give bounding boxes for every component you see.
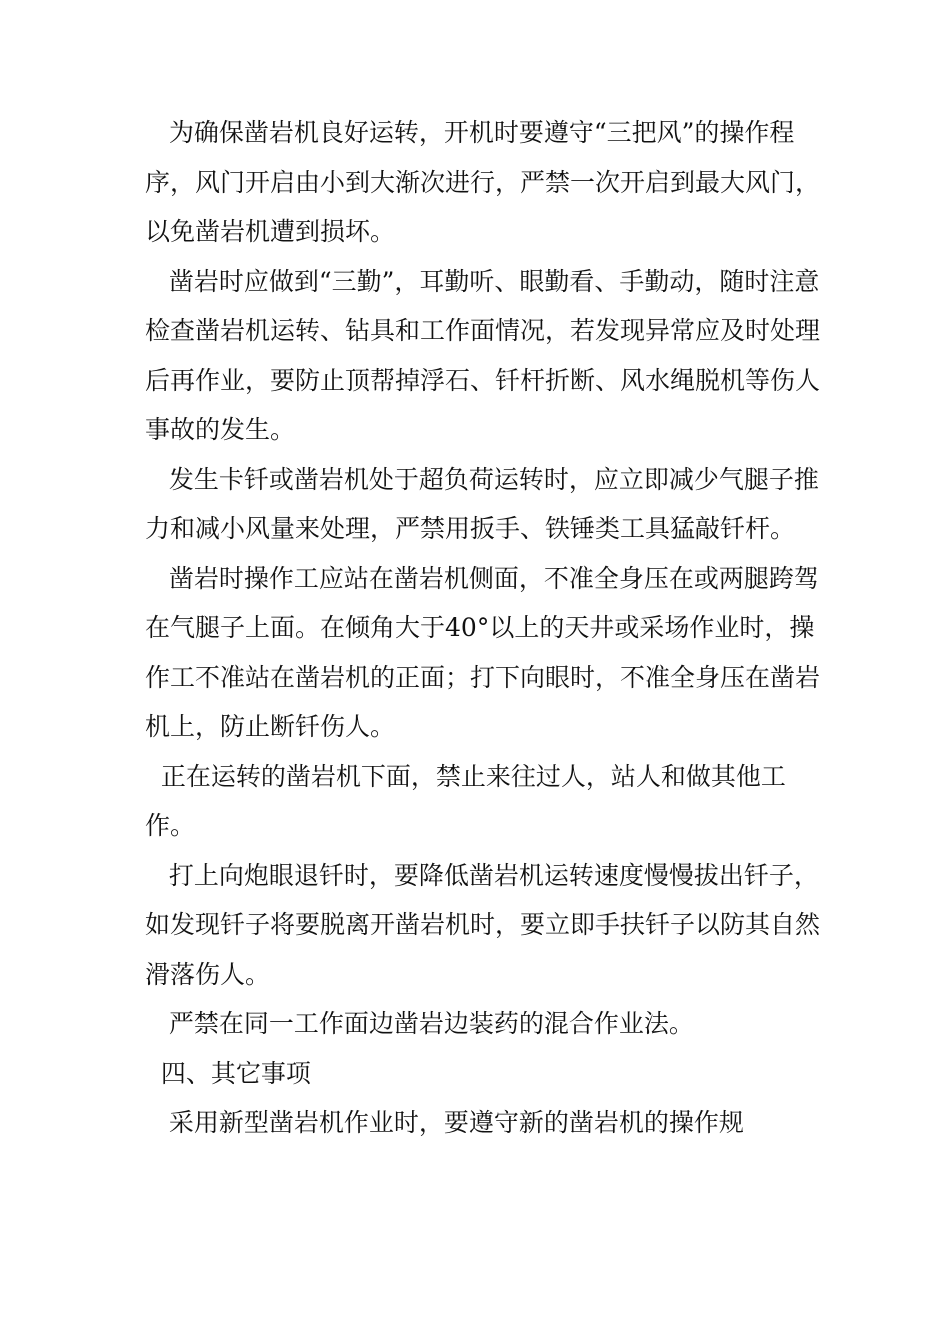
paragraph-no-passing-below: 正在运转的凿岩机下面，禁止来往过人，站人和做其他工作。	[145, 761, 786, 840]
paragraph-upward-hole-retraction: 打上向炮眼退钎时，要降低凿岩机运转速度慢慢拔出钎子，如发现钎子将要脱离开凿岩机时，要立即手扶钎子以防其自然滑落伤人。	[145, 860, 821, 989]
paragraph-operator-position: 凿岩时操作工应站在凿岩机侧面，不准全身压在或两腿跨驾在气腿子上面。在倾角大于40°以上的天井或采场作业时，操作工不准站在凿岩机的正面；打下向眼时，不准全身压在凿岩机上，防止断钎伤人。	[145, 563, 821, 741]
paragraph-stuck-drill-rod: 发生卡钎或凿岩机处于超负荷运转时，应立即减少气腿子推力和减小风量来处理，严禁用扳手、铁锤类工具猛敲钎杆。	[145, 464, 819, 543]
document-body	[145, 108, 835, 1148]
paragraph-new-drill-rules: 采用新型凿岩机作业时，要遵守新的凿岩机的操作规	[145, 1108, 744, 1137]
paragraph-airflow-procedure: 为确保凿岩机良好运转，开机时要遵守“三把风”的操作程序，风门开启由小到大渐次进行，严禁一次开启到最大风门，以免凿岩机遭到损坏。	[145, 118, 821, 246]
paragraph-three-diligence: 凿岩时应做到“三勤”，耳勤听、眼勤看、手勤动，随时注意检查凿岩机运转、钻具和工作面情况，若发现异常应及时处理后再作业，要防止顶帮掉浮石、钎杆折断、风水绳脱机等伤人事故的发生。	[145, 266, 821, 444]
section-heading-other-matters: 四、其它事项	[145, 1058, 311, 1088]
paragraph-no-mixed-operation: 严禁在同一工作面边凿岩边装药的混合作业法。	[145, 1009, 694, 1038]
